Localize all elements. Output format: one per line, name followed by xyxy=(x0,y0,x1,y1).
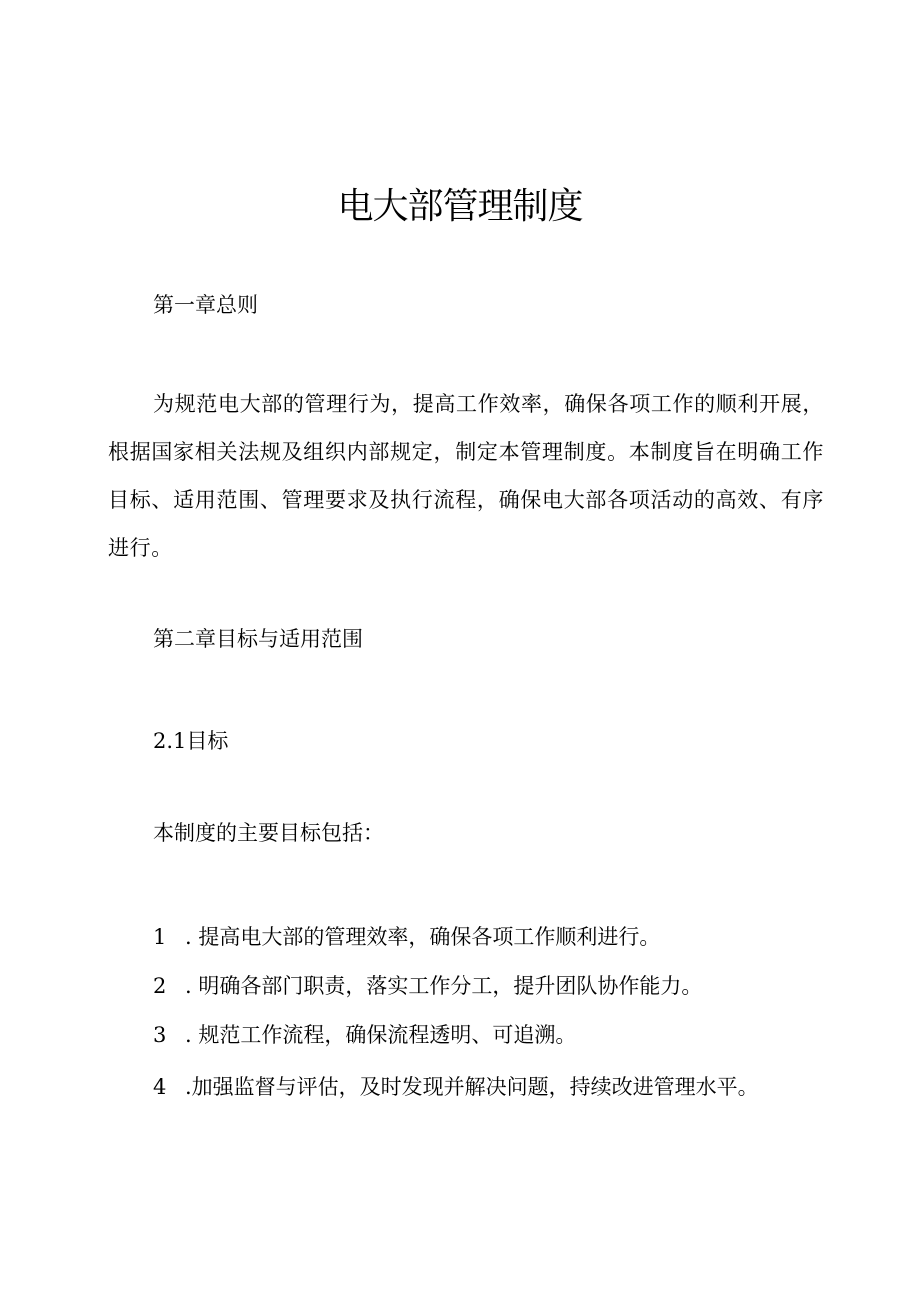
goal-list-number: 4 xyxy=(153,1075,167,1099)
goal-list-number: 3 xyxy=(153,1023,167,1047)
goal-list-text: . 提高电大部的管理效率，确保各项工作顺利进行。 xyxy=(185,925,661,949)
goal-list-item-2 xyxy=(153,971,702,1001)
goal-list-text: .加强监督与评估，及时发现并解决问题，持续改进管理水平。 xyxy=(185,1075,759,1099)
goal-list-number: 2 xyxy=(153,974,167,998)
goal-list-text: . 明确各部门职责，落实工作分工，提升团队协作能力。 xyxy=(185,974,703,998)
goal-list-item-1 xyxy=(153,922,660,952)
goal-list-item-3 xyxy=(153,1020,576,1050)
chapter-1-heading: 第一章总则 xyxy=(153,293,258,317)
section-2-1-heading: 2.1目标 xyxy=(153,729,229,753)
goal-list-item-4 xyxy=(153,1072,759,1102)
document-title: 电大部管理制度 xyxy=(337,186,583,227)
chapter-1-paragraph: 为规范电大部的管理行为，提高工作效率，确保各项工作的顺利开展，根据国家相关法规及组织内部规定，制定本管理制度。本制度旨在明确工作目标、适用范围、管理要求及执行流程，确保电大部各项活动的高效、有序进行。 xyxy=(108,392,824,560)
goal-list-text: . 规范工作流程，确保流程透明、可追溯。 xyxy=(185,1023,577,1047)
goal-list-number: 1 xyxy=(153,925,167,949)
chapter-2-heading: 第二章目标与适用范围 xyxy=(153,627,363,651)
section-2-1-lead: 本制度的主要目标包括： xyxy=(153,821,384,845)
